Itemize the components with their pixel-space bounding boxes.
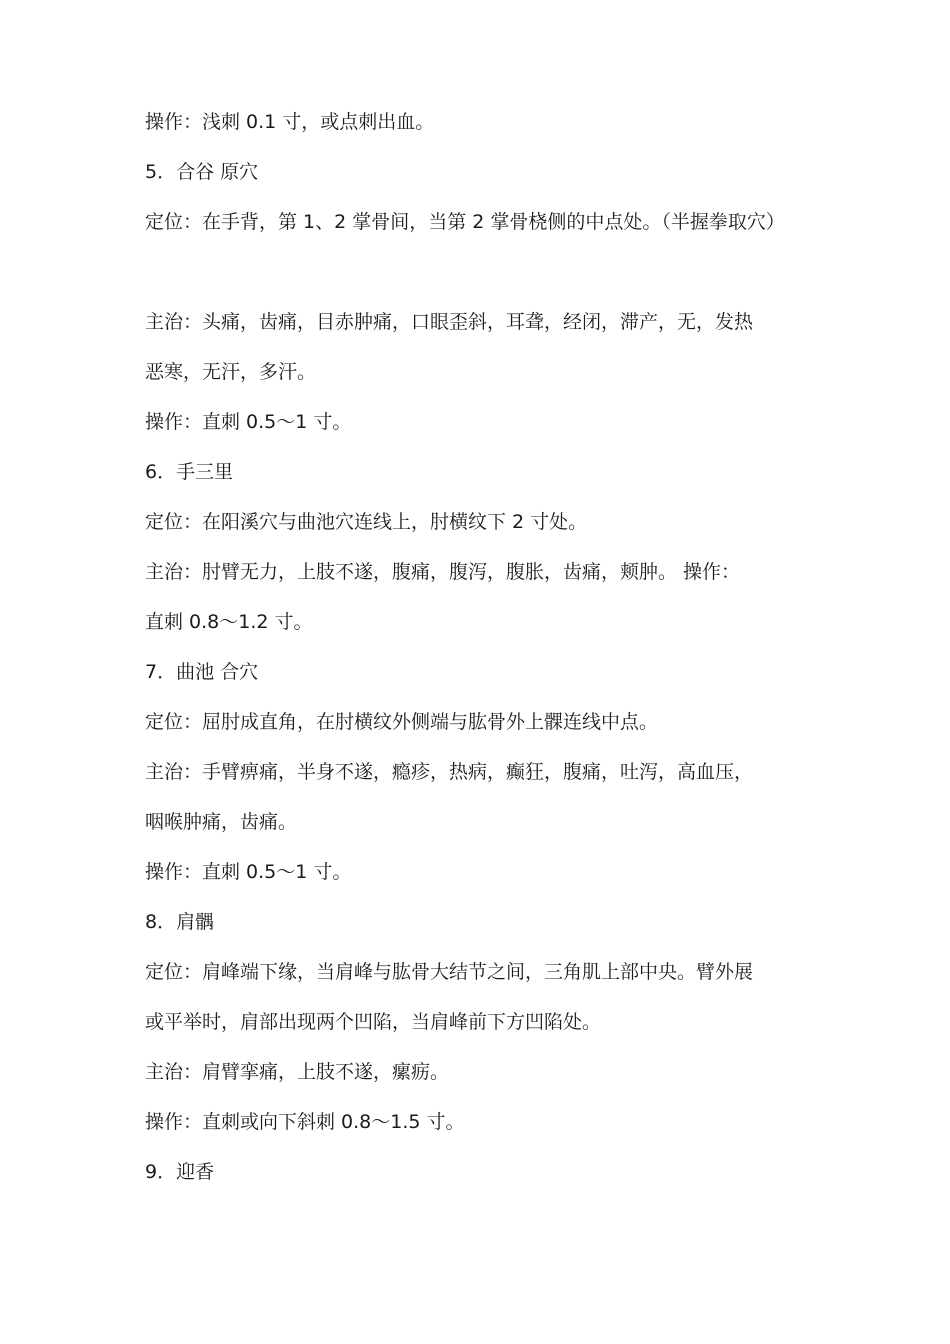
text-line-operation: 操作：浅刺 0.1 寸，或点刺出血。: [145, 111, 435, 133]
text-line-indication-cont: 咽喉肿痛，齿痛。: [145, 811, 298, 833]
text-line-location: 定位：肩峰端下缘，当肩峰与肱骨大结节之间，三角肌上部中央。臂外展: [145, 961, 754, 983]
text-line-operation: 操作：直刺或向下斜刺 0.8～1.5 寸。: [145, 1111, 465, 1133]
text-line-indication: 主治：手臂痹痛，半身不遂，瘾疹，热病，癫狂，腹痛，吐泻，高血压，: [145, 761, 754, 783]
text-line-operation-cont: 直刺 0.8～1.2 寸。: [145, 611, 313, 633]
text-line-location-cont: 或平举时，肩部出现两个凹陷，当肩峰前下方凹陷处。: [145, 1011, 602, 1033]
heading-hegu: 5．合谷 原穴: [145, 161, 259, 183]
text-line-indication: 主治：肘臂无力，上肢不遂，腹痛，腹泻，腹胀，齿痛，颊肿。 操作：: [145, 561, 741, 583]
text-line-location: 定位：在手背，第 1、2 掌骨间，当第 2 掌骨桡侧的中点处。（半握拳取穴）: [145, 211, 785, 233]
text-line-location: 定位：屈肘成直角，在肘横纹外侧端与肱骨外上髁连线中点。: [145, 711, 659, 733]
text-line-indication: 主治：头痛，齿痛，目赤肿痛，口眼歪斜，耳聋，经闭，滞产，无，发热: [145, 311, 754, 333]
heading-jianyu: 8．肩髃: [145, 911, 215, 933]
text-line-operation: 操作：直刺 0.5～1 寸。: [145, 411, 352, 433]
text-line-indication: 主治：肩臂挛痛，上肢不遂，瘰疬。: [145, 1061, 450, 1083]
heading-quchi: 7．曲池 合穴: [145, 661, 259, 683]
text-line-operation: 操作：直刺 0.5～1 寸。: [145, 861, 352, 883]
heading-shousanli: 6．手三里: [145, 461, 234, 483]
heading-yingxiang: 9．迎香: [145, 1161, 215, 1183]
text-line-location: 定位：在阳溪穴与曲池穴连线上，肘横纹下 2 寸处。: [145, 511, 588, 533]
text-line-indication-cont: 恶寒，无汗，多汗。: [145, 361, 317, 383]
